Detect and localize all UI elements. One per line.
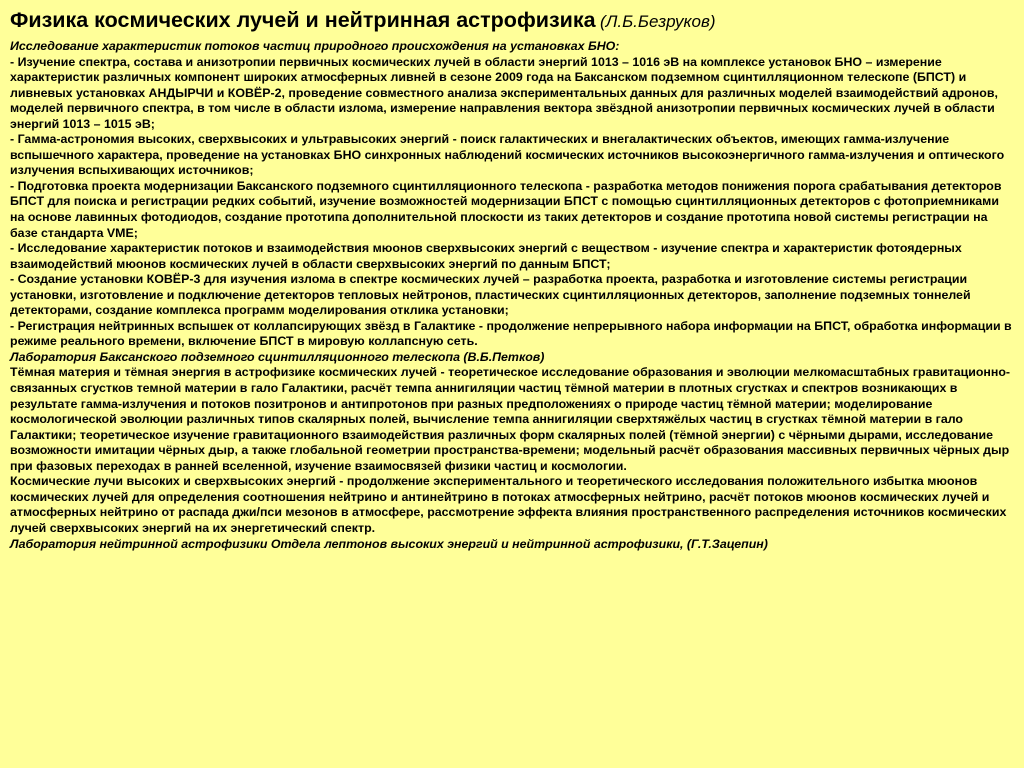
lab-credit-neutrino: Лаборатория нейтринной астрофизики Отдела лептонов высоких энергий и нейтринной астрофизики, (Г.Т.Зацепин) — [10, 536, 768, 551]
title-author: (Л.Б.Безруков) — [600, 12, 716, 31]
title-text: Физика космических лучей и нейтринная астрофизика — [10, 8, 596, 32]
item-telescope-modernization: - Подготовка проекта модернизации Баксанского подземного сцинтилляционного телескопа - разработка методов понижения порога срабатывания детекторов БПСТ для поиска и регистрации редких событий, изучение возможностей модернизации БПСТ с помощью сцинтилляционных детекторов с фотоприемниками на основе лавинных фотодиодов, создание прототипа дополнительной плоскости из таких детекторов и создание прототипа новой системы регистрации на базе стандарта VME; — [10, 178, 1002, 240]
item-neutrino-bursts: - Регистрация нейтринных вспышек от коллапсирующих звёзд в Галактике - продолжение непрерывного набора информации на БПСТ, обработка информации в режиме реального времени, включение БПСТ в мировую коллапсную сеть. — [10, 318, 1012, 349]
item-muon-interactions: - Исследование характеристик потоков и взаимодействия мюонов сверхвысоких энергий с веществом - изучение спектра и характеристик фотоядерных взаимодействий мюонов космических лучей в области сверхвысоких энергий по данным БПСТ; — [10, 241, 962, 271]
intro-paragraph: Исследование характеристик потоков частиц природного происхождения на установках БНО: — [10, 39, 620, 53]
item-gamma-astronomy: - Гамма-астрономия высоких, сверхвысоких и ультравысоких энергий - поиск галактических и внегалактических объектов, имеющих гамма-излучение вспышечного характера, проведение на установках БНО синхронных наблюдений космических источников высокоэнергичного гамма-излучения и оптического излучения вспыхивающих источников; — [10, 132, 1005, 178]
slide-title — [10, 7, 1014, 36]
item-kover-3: - Создание установки КОВЁР-3 для изучения излома в спектре космических лучей – разработка проекта, разработка и изготовление системы регистрации установки, изготовление и подключение детекторов тепловых нейтронов, пластических сцинтилляционных детекторов, заполнение подземных тоннелей детекторами, создание комплекса программ моделирования отклика установки; — [10, 272, 971, 318]
dark-matter-paragraph: Тёмная материя и тёмная энергия в астрофизике космических лучей - теоретическое исследование образования и эволюции мелкомасштабных гравитационно-связанных сгустков темной материи в гало Галактики, расчёт темпа аннигиляции частиц тёмной материи в плотных сгустках и спектров возникающих в результате гамма-излучения и потоков позитронов и антипротонов при разных предположениях о природе частиц тёмной материи; моделирование космологической эволюции различных типов скалярных полей, вычисление темпа аннигиляции сверхтяжёлых частиц в сгустках тёмной материи в гало Галактики; теоретическое изучение гравитационного взаимодействия различных форм скалярных полей (тёмной энергии) с чёрными дырами, исследование возможности имитации чёрных дыр, а также глобальной геометрии пространства-времени; модельный расчёт образования массивных первичных чёрных дыр при фазовых переходах в ранней вселенной, изучение взаимосвязей физики частиц и космологии. — [10, 365, 1011, 473]
high-energy-cosmic-rays-paragraph: Космические лучи высоких и сверхвысоких энергий - продолжение экспериментального и теоретического исследования положительного избытка мюонов космических лучей для определения соотношения нейтрино и антинейтрино в потоках атмосферных нейтрино, расчёт потоков мюонов космических лучей и атмосферных нейтрино от распада джи/пси мезонов в атмосфере, рассмотрение эффекта влияния пространственного распределения источников космических лучей сверхвысоких энергий на их энергетический спектр. — [10, 474, 1007, 535]
item-cosmic-ray-spectrum: - Изучение спектра, состава и анизотропии первичных космических лучей в области энергий 1013 – 1016 эВ на комплексе установок БНО – измерение характеристик различных компонент широких атмосферных ливней в сезоне 2009 года на Баксанском подземном сцинтилляционном телескопе (БПСТ) и ливневых установках АНДЫРЧИ и КОВЁР-2, проведение совместного анализа экспериментальных данных для различных моделей взаимодействий адронов, моделей первичного спектра, в том числе в области излома, измерение направления вектора звёздной анизотропии первичных космических лучей в области энергий 1013 – 1015 эВ; — [10, 54, 998, 131]
lab-credit-baksan: Лаборатория Баксанского подземного сцинтилляционного телескопа (В.Б.Петков) — [10, 349, 545, 364]
